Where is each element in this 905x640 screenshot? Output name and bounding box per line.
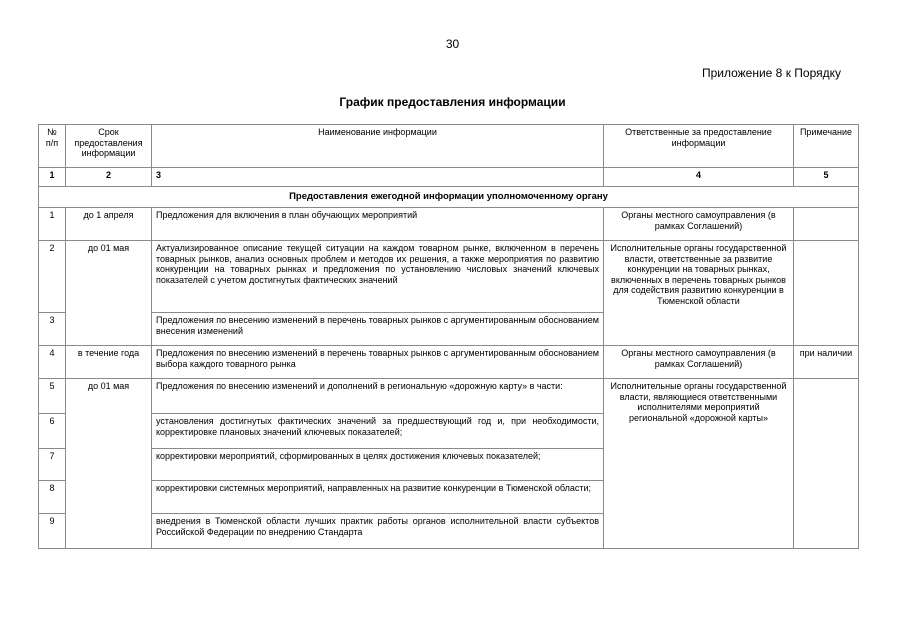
row-responsible: Органы местного самоуправления (в рамках Соглашений) <box>604 208 794 241</box>
row-number: 9 <box>39 514 66 549</box>
row-responsible: Исполнительные органы государственной власти, ответственные за развитие конкуренции на товарных рынках, включенных в перечень товарных рынков для содействия развитию конкуренции в Тюменской области <box>604 241 794 346</box>
row-name: Предложения для включения в план обучающих мероприятий <box>152 208 604 241</box>
section-title: Предоставления ежегодной информации уполномоченному органу <box>39 187 859 208</box>
row-note: при наличии <box>794 346 859 379</box>
column-number: 4 <box>604 168 794 187</box>
table-row <box>39 241 859 313</box>
row-term: до 01 мая <box>66 241 152 346</box>
row-note <box>794 208 859 241</box>
row-term: до 01 мая <box>66 379 152 549</box>
row-note <box>794 379 859 549</box>
column-number-row <box>39 168 859 187</box>
row-number: 1 <box>39 208 66 241</box>
header-note: Примечание <box>794 125 859 168</box>
row-name: Предложения по внесению изменений в перечень товарных рынков с аргументированным обоснованием внесения изменений <box>152 313 604 346</box>
header-responsible: Ответственные за предоставление информации <box>604 125 794 168</box>
row-term: в течение года <box>66 346 152 379</box>
row-number: 3 <box>39 313 66 346</box>
header-number: № п/п <box>39 125 66 168</box>
column-number: 2 <box>66 168 152 187</box>
row-name: корректировки системных мероприятий, направленных на развитие конкуренции в Тюменской области; <box>152 481 604 514</box>
table-row <box>39 208 859 241</box>
row-name: Предложения по внесению изменений и дополнений в региональную «дорожную карту» в части: <box>152 379 604 414</box>
table-row <box>39 379 859 414</box>
row-number: 6 <box>39 414 66 449</box>
appendix-label: Приложение 8 к Порядку <box>701 66 841 80</box>
row-name: корректировки мероприятий, сформированных в целях достижения ключевых показателей; <box>152 449 604 481</box>
row-responsible: Исполнительные органы государственной власти, являющиеся ответственными исполнителями мероприятий региональной «дорожной карты» <box>604 379 794 549</box>
row-number: 7 <box>39 449 66 481</box>
row-term: до 1 апреля <box>66 208 152 241</box>
column-number: 3 <box>152 168 604 187</box>
row-name: внедрения в Тюменской области лучших практик работы органов исполнительной власти субъектов Российской Федерации по внедрению Стандарта <box>152 514 604 549</box>
schedule-table <box>38 124 859 549</box>
document-title: График предоставления информации <box>339 95 566 109</box>
row-number: 8 <box>39 481 66 514</box>
table-header-row <box>39 125 859 168</box>
row-number: 5 <box>39 379 66 414</box>
column-number: 1 <box>39 168 66 187</box>
row-name: установления достигнутых фактических значений за предшествующий год и, при необходимости, корректировке плановых значений ключевых показателей; <box>152 414 604 449</box>
row-name: Предложения по внесению изменений в перечень товарных рынков с аргументированным обоснованием выбора каждого товарного рынка <box>152 346 604 379</box>
row-responsible: Органы местного самоуправления (в рамках Соглашений) <box>604 346 794 379</box>
row-name: Актуализированное описание текущей ситуации на каждом товарном рынке, включенном в перечень товарных рынков, анализ основных проблем и методов их решения, а также мероприятия по развитию конкуренции на товарных рынках и предложения по установлению числовых значений ключевых показателей с учетом достигнутых фактических значений <box>152 241 604 313</box>
table-row <box>39 346 859 379</box>
column-number: 5 <box>794 168 859 187</box>
section-row <box>39 187 859 208</box>
header-name: Наименование информации <box>152 125 604 168</box>
page-number: 30 <box>445 37 460 51</box>
header-term: Срок предоставления информации <box>66 125 152 168</box>
row-note <box>794 241 859 346</box>
row-number: 4 <box>39 346 66 379</box>
row-number: 2 <box>39 241 66 313</box>
